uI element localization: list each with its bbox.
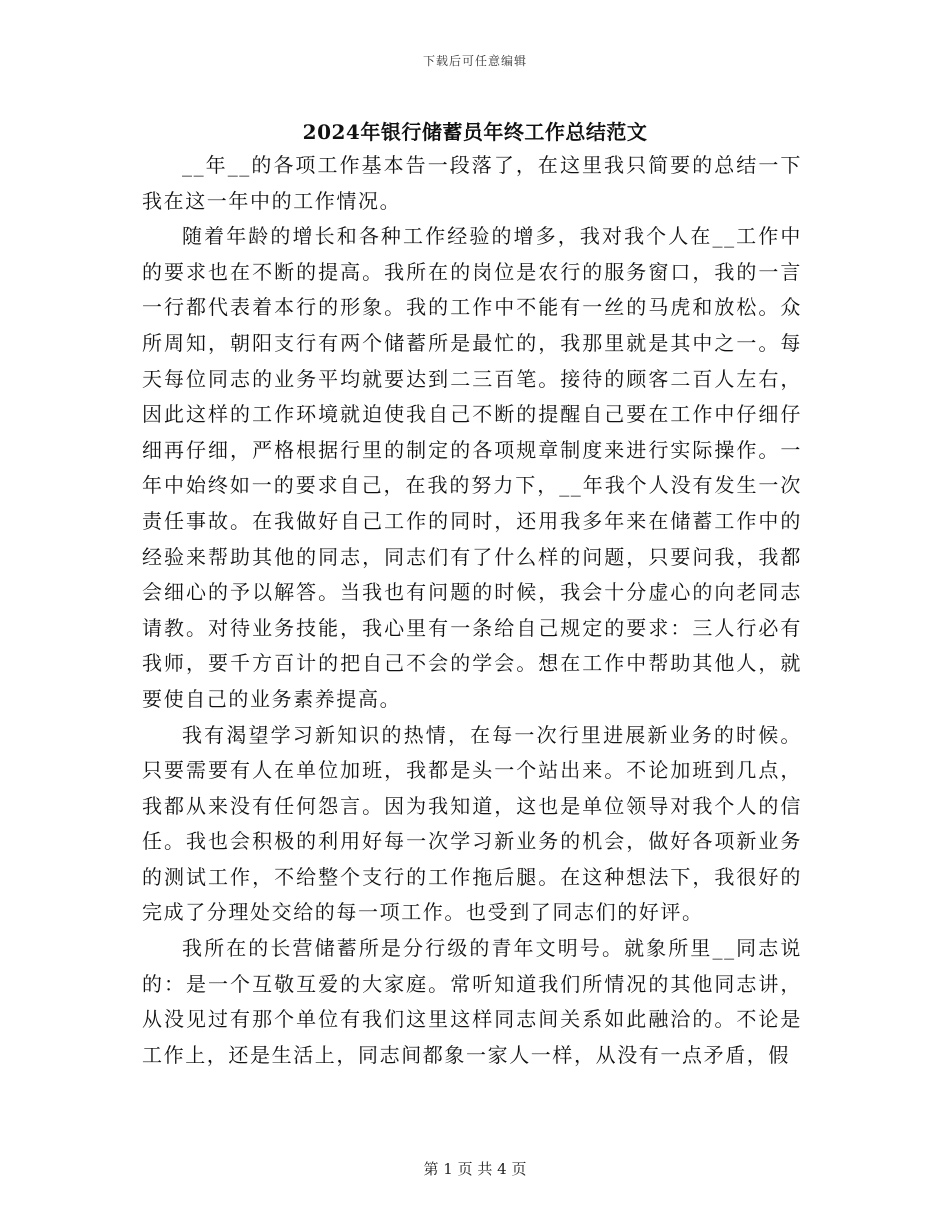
document-title: 2024年银行储蓄员年终工作总结范文 [302, 120, 648, 144]
paragraph-4: 我所在的长营储蓄所是分行级的青年文明号。就象所里__同志说的：是一个互敬互爱的大家庭。常听知道我们所情况的其他同志讲，从没见过有那个单位有我们这里这样同志间关系如此融洽的。不论是工作上，还是生活上，同志间都象一家人一样，从没有一点矛盾，假 [142, 936, 802, 1067]
paragraph-3: 我有渴望学习新知识的热情，在每一次行里进展新业务的时候。只要需要有人在单位加班，我都是头一个站出来。不论加班到几点，我都从来没有任何怨言。因为我知道，这也是单位领导对我个人的信任。我也会积极的利用好每一次学习新业务的机会，做好各项新业务的测试工作，不给整个支行的工作拖后腿。在这种想法下，我很好的完成了分理处交给的每一项工作。也受到了同志们的好评。 [142, 722, 802, 925]
page-number: 第 1 页 共 4 页 [423, 1160, 527, 1178]
document-body [142, 148, 802, 1073]
page-header-note: 下载后可任意编辑 [422, 54, 527, 68]
paragraph-1: __年__的各项工作基本告一段落了，在这里我只简要的总结一下我在这一年中的工作情况。 [142, 153, 802, 213]
paragraph-2: 随着年龄的增长和各种工作经验的增多，我对我个人在__工作中的要求也在不断的提高。我所在的岗位是农行的服务窗口，我的一言一行都代表着本行的形象。我的工作中不能有一丝的马虎和放松。众所周知，朝阳支行有两个储蓄所是最忙的，我那里就是其中之一。每天每位同志的业务平均就要达到二三百笔。接待的顾客二百人左右，因此这样的工作环境就迫使我自己不断的提醒自己要在工作中仔细仔细再仔细，严格根据行里的制定的各项规章制度来进行实际操作。一年中始终如一的要求自己，在我的努力下，__年我个人没有发生一次责任事故。在我做好自己工作的同时，还用我多年来在储蓄工作中的经验来帮助其他的同志，同志们有了什么样的问题，只要问我，我都会细心的予以解答。当我也有问题的时候，我会十分虚心的向老同志请教。对待业务技能，我心里有一条给自己规定的要求：三人行必有我师，要千方百计的把自己不会的学会。想在工作中帮助其他人，就要使自己的业务素养提高。 [142, 224, 802, 711]
